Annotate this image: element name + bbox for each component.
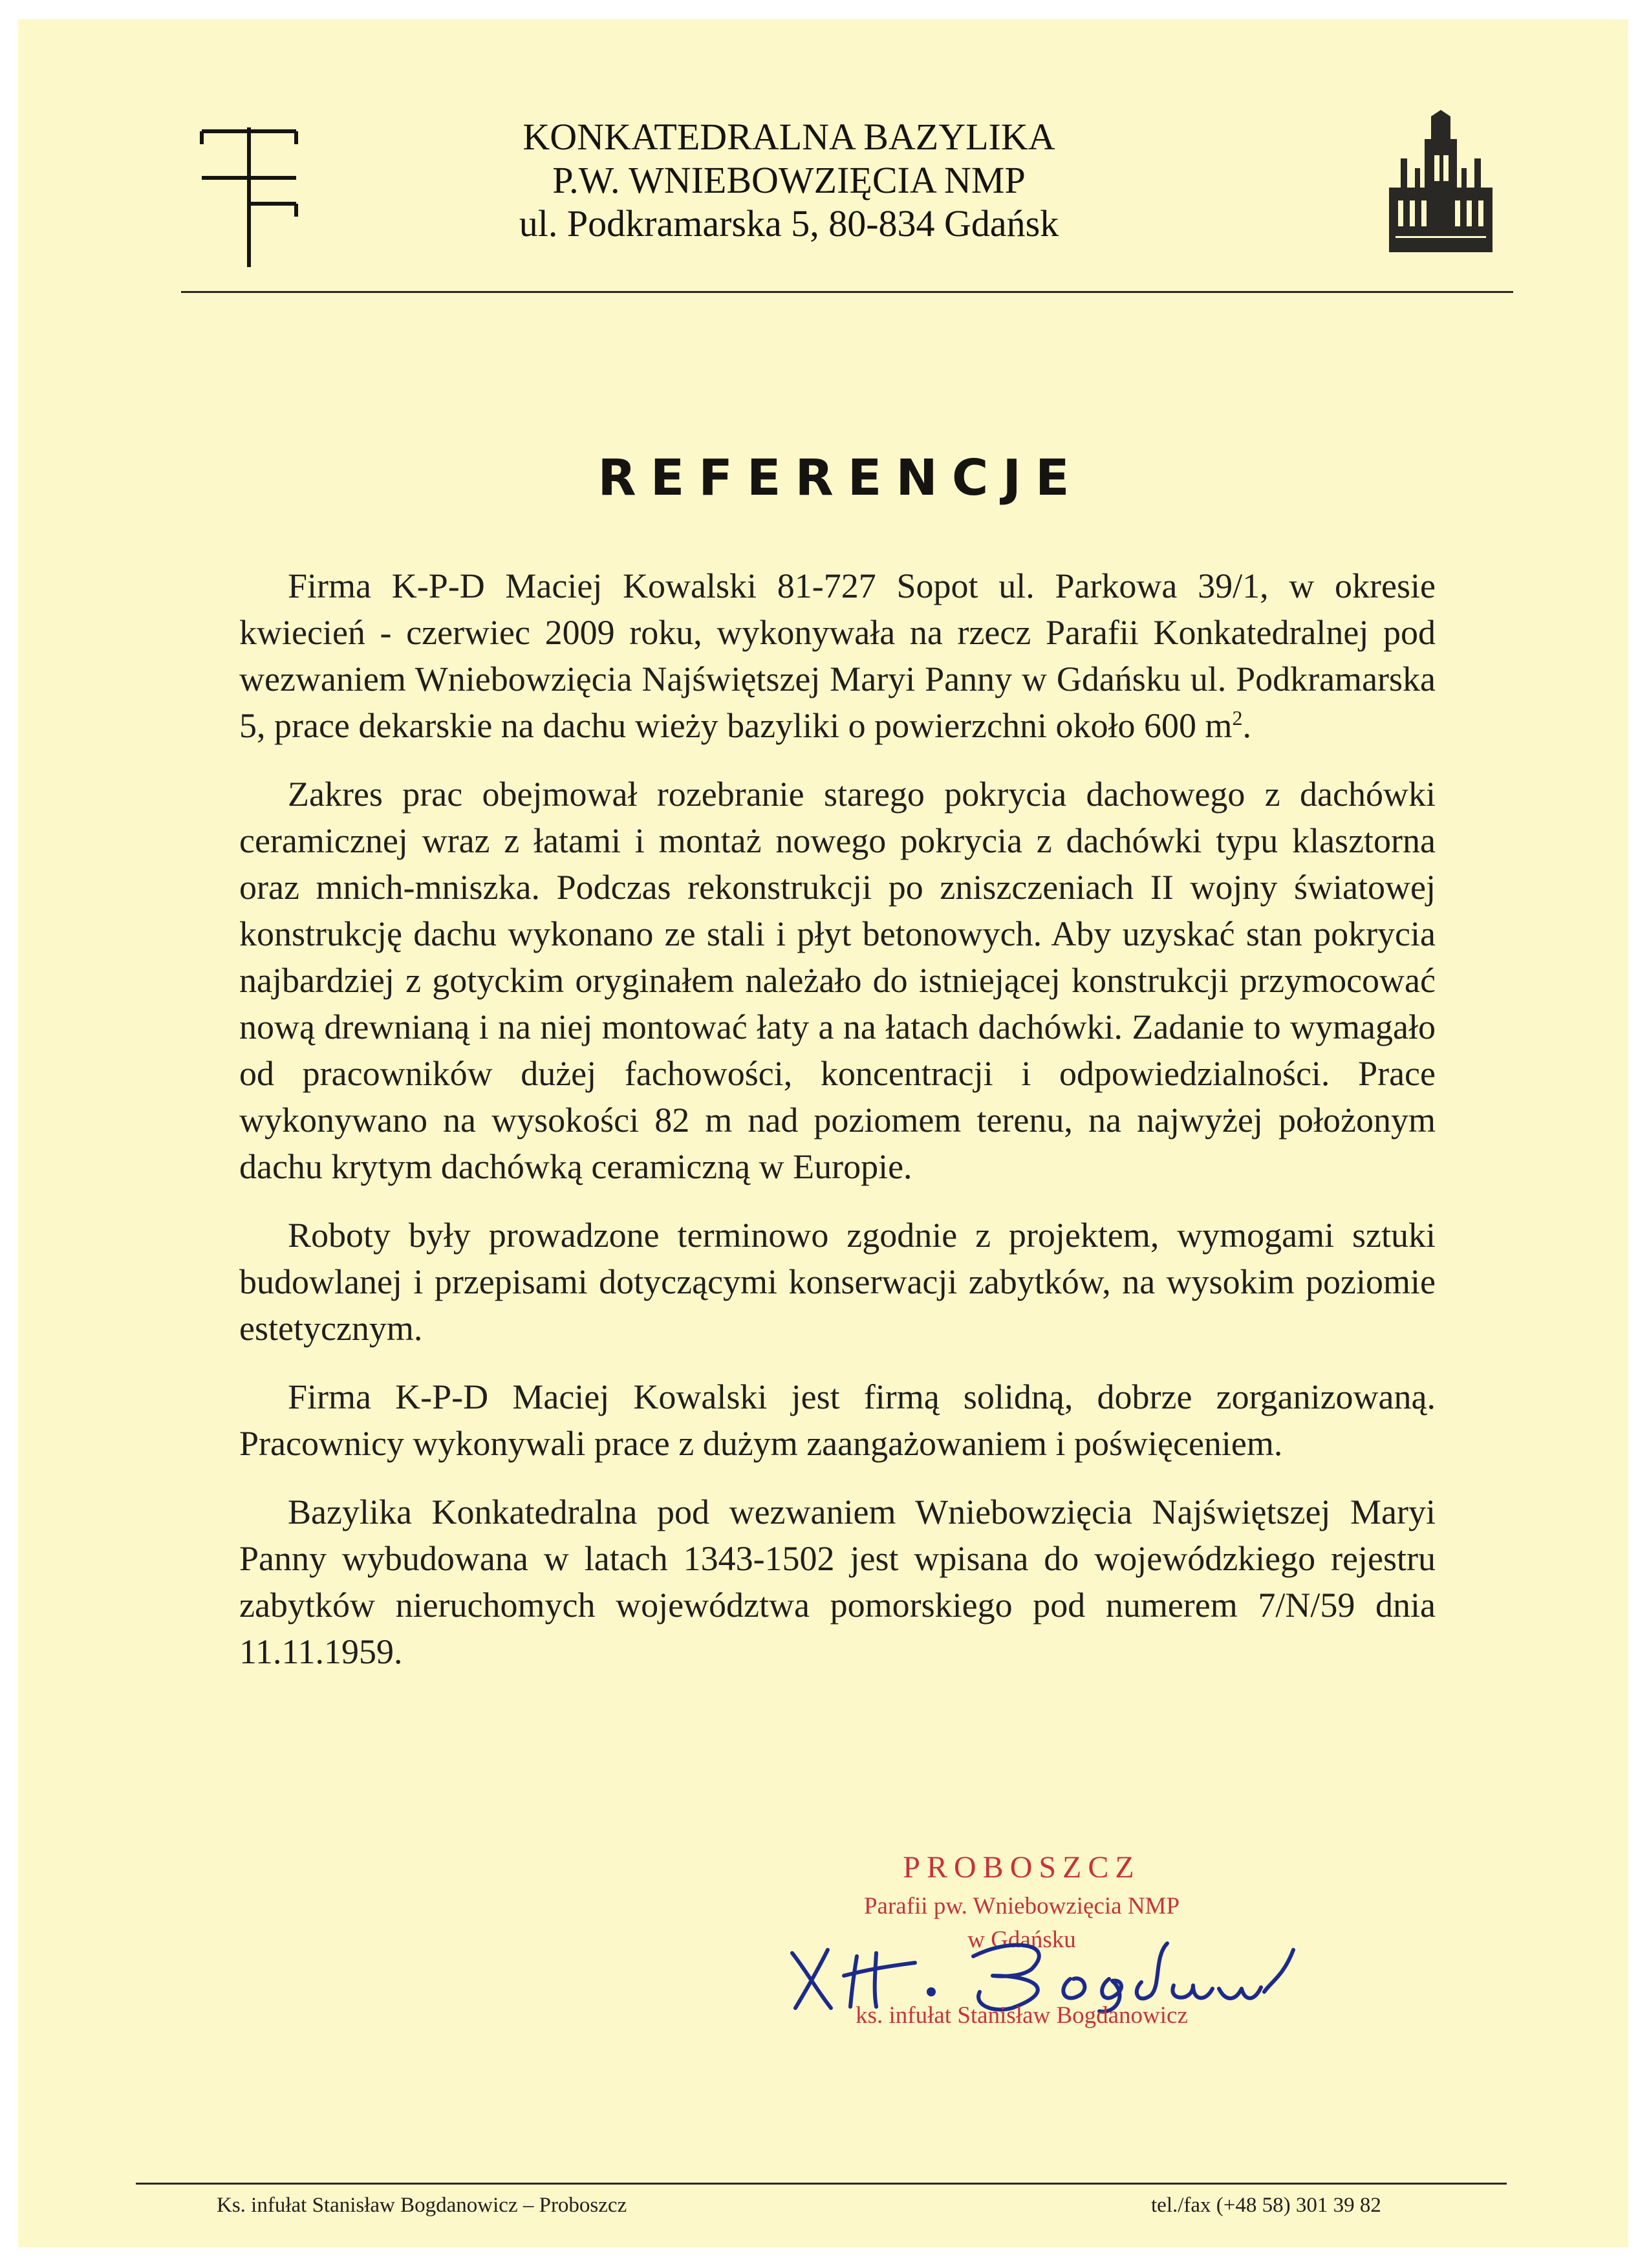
- stamp-city: w Gdańsku: [967, 1927, 1076, 1953]
- paragraph-1-text: Firma K-P-D Maciej Kowalski 81-727 Sopot ul. Parkowa 39/1, w okresie kwiecień - czerwiec 2009 roku, wykonywała na rzecz Parafii Konkatedralnej pod wezwaniem Wniebowzięcia Najświętszej Maryi Panny w Gdańsku ul. Podkramarska 5, prace dekarskie na dachu wieży bazyliki o powierzchni około 600 m: [239, 567, 1436, 745]
- paragraph-3: Roboty były prowadzone terminowo zgodnie z projektem, wymogami sztuki budowlanej i przepisami dotyczącymi konserwacji zabytków, na wysokim poziomie estetycznym.: [239, 1216, 1436, 1348]
- cross-monogram-icon: [194, 120, 304, 275]
- footer-divider: [136, 2183, 1507, 2185]
- stamp-signatory: ks. infułat Stanisław Bogdanowicz: [856, 2002, 1188, 2029]
- church-header: [440, 115, 1138, 245]
- paragraph-1: [239, 563, 1436, 749]
- basilica-building-icon: [1383, 110, 1499, 255]
- letter-body: [239, 563, 1436, 1697]
- superscript-2: 2: [1232, 706, 1243, 729]
- paragraph-5: Bazylika Konkatedralna pod wezwaniem Wniebowzięcia Najświętszej Maryi Panny wybudowana w latach 1343-1502 jest wpisana do wojewódzkiego rejestru zabytków nieruchomych województwa pomorskiego pod numerem 7/N/59 dnia 11.11.1959.: [239, 1493, 1436, 1671]
- church-address: ul. Podkramarska 5, 80-834 Gdańsk: [519, 202, 1059, 244]
- footer-signatory: Ks. infułat Stanisław Bogdanowicz – Proboszcz: [217, 2194, 627, 2217]
- stamp-title: PROBOSZCZ: [903, 1850, 1141, 1885]
- header-divider: [181, 291, 1513, 293]
- paragraph-4: Firma K-P-D Maciej Kowalski jest firmą solidną, dobrze zorganizowaną. Pracownicy wykonywali prace z dużym zaangażowaniem i poświęceniem.: [239, 1377, 1436, 1463]
- church-dedication: P.W. WNIEBOWZIĘCIA NMP: [552, 159, 1026, 201]
- paragraph-1-end: .: [1242, 706, 1251, 745]
- church-name: KONKATEDRALNA BAZYLIKA: [523, 116, 1055, 158]
- stamp-parish: Parafii pw. Wniebowzięcia NMP: [863, 1893, 1180, 1919]
- footer-phone: tel./fax (+48 58) 301 39 82: [1151, 2194, 1381, 2217]
- document-title: REFERENCJE: [598, 449, 1084, 507]
- paragraph-2: Zakres prac obejmował rozebranie starego pokrycia dachowego z dachówki ceramicznej wraz z łatami i montaż nowego pokrycia z dachówki typu klasztorna oraz mnich-mniszka. Podczas rekonstrukcji po zniszczeniach II wojny światowej konstrukcję dachu wykonano ze stali i płyt betonowych. Aby uzyskać stan pokrycia najbardziej z gotyckim oryginałem należało do istniejącej konstrukcji przymocować nową drewnianą i na niej montować łaty a na łatach dachówki. Zadanie to wymagało od pracowników dużej fachowości, koncentracji i odpowiedzialności. Prace wykonywano na wysokości 82 m nad poziomem terenu, na najwyżej położonym dachu krytym dachówką ceramiczną w Europie.: [239, 775, 1436, 1186]
